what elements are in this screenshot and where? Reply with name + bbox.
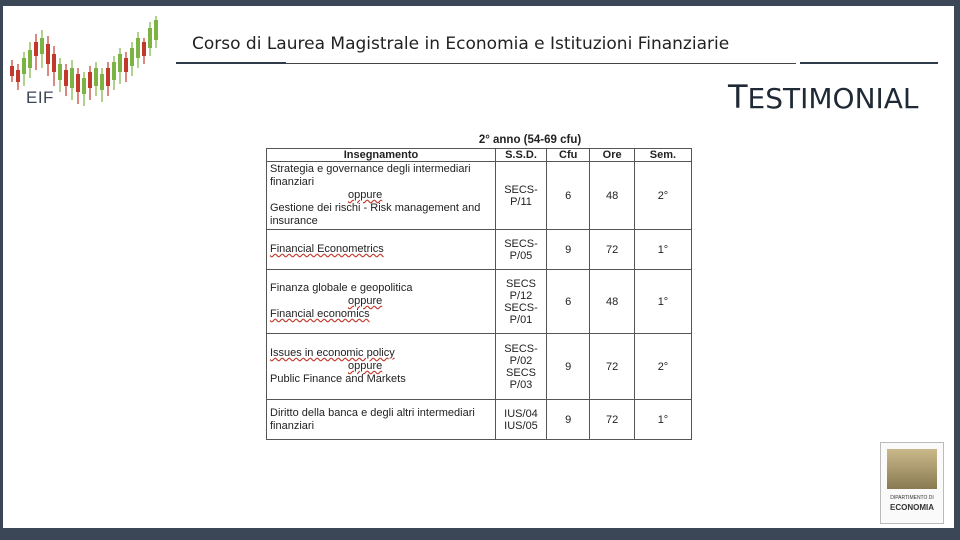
course-name-alt: Public Finance and Markets [270,373,406,385]
course-name-alt: Financial economics [270,308,370,320]
course-name: Issues in economic policy [270,347,395,359]
course-title: Corso di Laurea Magistrale in Economia e Istituzioni Finanziarie [192,34,730,54]
course-name: Strategia e governance degli intermediari finanziari [270,163,471,188]
section-title-rest: ESTIMONIAL [747,82,919,115]
ore-cell: 72 [590,230,635,270]
eif-logo-text: EIF [26,88,54,107]
course-name: Finanza globale e geopolitica [270,282,413,294]
or-label: oppure [348,360,383,372]
economia-department-emblem [880,442,944,524]
emblem-building-icon [887,449,937,489]
header-sem: Sem. [634,149,691,162]
course-name: Diritto della banca e degli altri intermediari finanziari [270,406,475,432]
ssd-cell: IUS/04 IUS/05 [496,400,547,440]
ssd-cell: SECS-P/11 [496,162,547,230]
header-cfu: Cfu [547,149,590,162]
emblem-line-1: DIPARTIMENTO DI [890,495,934,501]
course-name: Financial Econometrics [270,243,384,255]
course-cell [267,334,496,400]
table-row [267,162,692,230]
header-ore: Ore [590,149,635,162]
section-title-initial: T [728,78,748,116]
table-title: 2° anno (54-69 cfu) [478,134,582,146]
header-ssd: S.S.D. [496,149,547,162]
cfu-cell: 6 [547,162,590,230]
cfu-cell: 9 [547,230,590,270]
ore-cell: 48 [590,270,635,334]
course-cell [267,162,496,230]
curriculum-table-image [264,132,696,454]
sem-cell: 2° [634,162,691,230]
course-cell [267,230,496,270]
top-frame-bar [0,0,960,6]
left-frame-bar [0,0,3,540]
cfu-cell: 6 [547,270,590,334]
table-row [267,230,692,270]
header-rule [286,63,796,64]
header-accent-rule-left [176,62,286,64]
table-header-row [267,149,692,162]
ssd-cell: SECS P/12 SECS-P/01 [496,270,547,334]
emblem-line-2: ECONOMIA [890,503,934,512]
header-accent-rule-right [800,62,938,64]
curriculum-table [266,148,692,440]
cfu-cell: 9 [547,400,590,440]
sem-cell: 1° [634,230,691,270]
or-label: oppure [348,189,383,201]
header-insegnamento: Insegnamento [267,149,496,162]
ssd-cell: SECS-P/05 [496,230,547,270]
sem-cell: 1° [634,270,691,334]
course-cell [267,400,496,440]
ore-cell: 72 [590,334,635,400]
sem-cell: 2° [634,334,691,400]
bottom-frame-bar [0,528,960,540]
table-row [267,334,692,400]
course-cell [267,270,496,334]
right-frame-bar [954,0,960,540]
course-name-alt: Gestione dei rischi - Risk management and insurance [270,202,481,227]
cfu-cell: 9 [547,334,590,400]
or-label: oppure [348,295,383,307]
sem-cell: 1° [634,400,691,440]
ore-cell: 48 [590,162,635,230]
ssd-cell: SECS-P/02 SECS P/03 [496,334,547,400]
ore-cell: 72 [590,400,635,440]
table-row [267,270,692,334]
table-row [267,400,692,440]
section-title [728,78,919,116]
